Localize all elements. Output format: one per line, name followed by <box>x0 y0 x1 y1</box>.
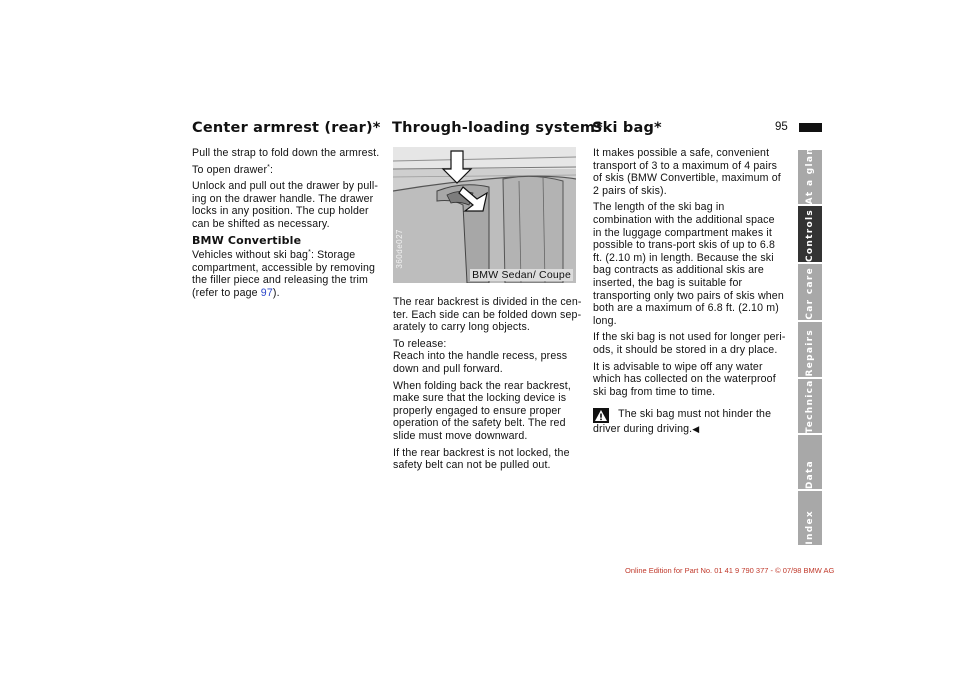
column-armrest <box>192 147 384 304</box>
figure-caption: BMW Sedan/ Coupe <box>472 269 571 281</box>
heading-ski-bag: Ski bag* <box>592 120 662 136</box>
tab-label: Index <box>805 510 815 545</box>
tab-label: Data <box>805 459 815 489</box>
tab-data[interactable] <box>798 435 822 489</box>
tab-at-a-glance[interactable] <box>798 132 822 204</box>
subheading-bmw-convertible: BMW Convertible <box>192 233 302 247</box>
tab-label: Repairs <box>805 329 815 377</box>
tab-label: Controls <box>805 209 815 262</box>
optional-star: * <box>267 163 270 171</box>
armrest-paragraph-4 <box>192 249 384 299</box>
convertible-text-c: ). <box>272 286 280 299</box>
armrest-paragraph-3: Unlock and pull out the drawer by pull-ing on the drawer handle. The drawer locks in any position. The cup holder can be shifted as necessary. <box>192 180 379 230</box>
page-number: 95 <box>775 121 788 133</box>
tab-label: At a glance <box>805 132 815 204</box>
warning-line-2: driver during driving. <box>593 423 693 436</box>
column-ski-bag <box>593 147 786 436</box>
page-reference-link[interactable]: 97 <box>260 286 273 299</box>
armrest-paragraph-2 <box>192 164 384 177</box>
armrest-paragraph-1: Pull the strap to fold down the armrest. <box>192 147 380 159</box>
heading-center-armrest: Center armrest (rear)* <box>192 120 381 136</box>
tab-label: Car care <box>805 267 815 320</box>
tab-label: Technical <box>805 374 815 433</box>
ski-bag-paragraph-2: The length of the ski bag in combination with the additional space in the luggage compartment makes it possible to trans-port skis of up to 6.8 ft. (2.10 m) in length. Because the ski bag contracts as additional skis are inserted, the bag is suitable for transporting only two pairs of skis when both are a maximum of 6.8 ft. (2.10 m) long. <box>593 201 784 327</box>
through-loading-paragraph-3: Reach into the handle recess, press down and pull forward. <box>393 350 568 375</box>
optional-star: * <box>308 249 311 257</box>
through-loading-paragraph-5: If the rear backrest is not locked, the safety belt can not be pulled out. <box>393 446 570 472</box>
armrest-drawer-text: To open drawer <box>192 163 268 176</box>
tab-technical[interactable] <box>798 374 822 433</box>
ski-bag-paragraph-4: It is advisable to wipe off any water which has collected on the waterproof ski bag from time to time. <box>593 360 776 398</box>
warning-icon <box>593 408 609 423</box>
tab-index[interactable] <box>798 491 822 545</box>
convertible-text-a: Vehicles without ski bag <box>192 249 309 262</box>
tab-controls[interactable] <box>798 206 822 262</box>
through-loading-figure <box>393 147 576 283</box>
armrest-drawer-suffix: : <box>270 163 274 176</box>
tab-car-care[interactable] <box>798 264 822 320</box>
warning-line-1: The ski bag must not hinder the <box>618 408 772 421</box>
ski-bag-warning <box>593 408 786 436</box>
end-mark: ◀ <box>692 424 700 435</box>
figure-code: 360de027 <box>395 229 404 269</box>
through-loading-paragraph-1: The rear backrest is divided in the cen-ter. Each side can be folded down sep-arately to carry long objects. <box>393 296 582 334</box>
through-loading-paragraph-4: When folding back the rear backrest, make sure that the locking device is properly engaged to ensure proper operation of the safety belt. The red slide must move downward. <box>393 379 571 442</box>
through-loading-paragraph-2: To release: <box>393 337 447 350</box>
convertible-text-b: : Storage compartment, accessible by removing the filler piece and releasing the trim (refer to page <box>192 249 376 299</box>
column-through-loading <box>393 296 585 476</box>
ski-bag-paragraph-3: If the ski bag is not used for longer peri-ods, it should be stored in a dry place. <box>593 331 786 356</box>
footer-edition-note: Online Edition for Part No. 01 41 9 790 377 - © 07/98 BMW AG <box>625 566 835 575</box>
ski-bag-paragraph-1: It makes possible a safe, convenient transport of 3 to a maximum of 4 pairs of skis (BMW Convertible, maximum of 2 pairs of skis). <box>593 147 781 197</box>
heading-through-loading: Through-loading system* <box>392 120 603 136</box>
rear-backrest-illustration <box>393 147 576 283</box>
